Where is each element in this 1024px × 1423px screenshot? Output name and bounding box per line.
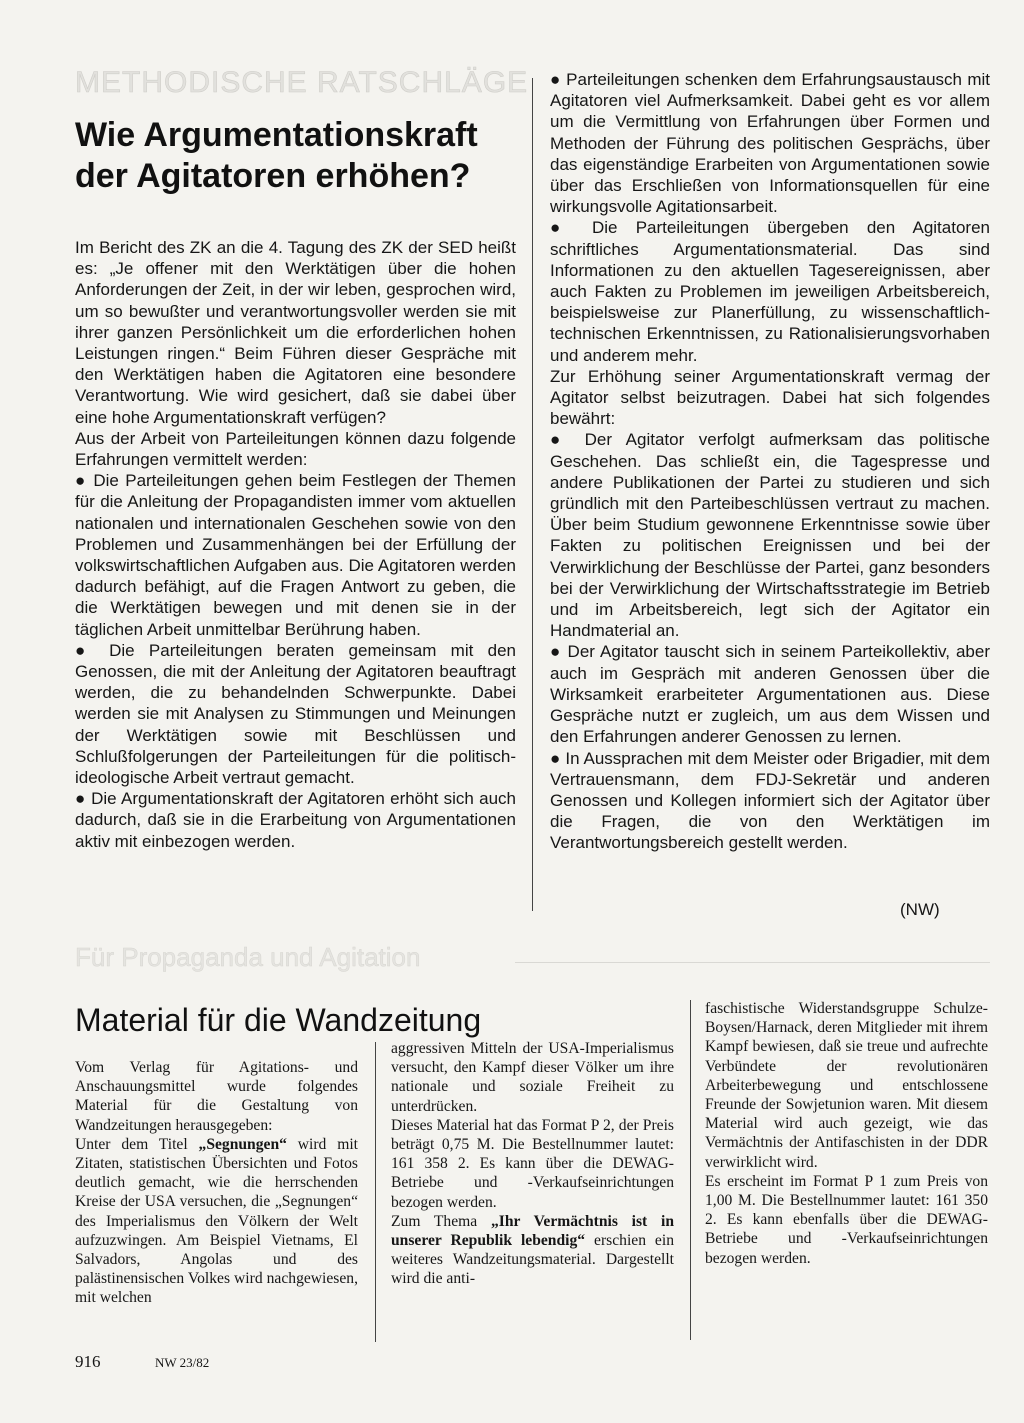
column-divider [532, 78, 533, 911]
text-run: wird mit Zitaten, statistischen Übersichten und Fotos deutlich gemacht, wie die herrschenden Kreise der USA versuchen, die „Segnungen“ des Imperialismus den Völkern der Welt aufzuzwingen. Am Beispiel Vietnams, El Salvadors, Angolas und des palästinensischen Volkes wird nachgewiesen, mit welchen [75, 1135, 358, 1307]
paragraph: faschistische Widerstandsgruppe Schulze-Boysen/Harnack, deren Mitglieder mit ihrem Kampf bewiesen, daß sie treue und aufrechte Verbündete der revolutionären Arbeiterbewegung und entschlossene Freunde der Sowjetunion waren. Mit diesem Material wird auch gezeigt, wie das Vermächtnis der Antifaschisten in der DDR verwirklicht wird. [705, 1000, 988, 1171]
article-column-1 [75, 237, 516, 852]
bullet-paragraph: ● Der Agitator verfolgt aufmerksam das politische Geschehen. Das schließt ein, die Tagespresse und andere Publikationen der Partei zu studieren und sich gründlich mit den Parteibeschlüssen vertraut zu machen. Über beim Studium gewonnene Erkenntnisse sowie über Fakten zu politischen Ereignissen und bei der Verwirklichung der Beschlüsse der Partei, ganz besonders bei der Verwirklichung der Wirtschaftsstrategie im Betrieb und im Arbeitsbereich, legt sich der Agitator ein Handmaterial an. [550, 429, 990, 641]
small-column-2 [391, 1039, 674, 1289]
bullet-paragraph: ● In Aussprachen mit dem Meister oder Brigadier, mit dem Vertrauensmann, dem FDJ-Sekretär und anderen Genossen und Kollegen informiert sich der Agitator über die Fragen, die von den Werktätigen im Verantwortungsbereich gestellt werden. [550, 748, 990, 854]
text-run: erschien ein weiteres Wandzeitungsmaterial. Dargestellt wird die anti- [391, 1232, 674, 1288]
paragraph: aggressiven Mitteln der USA-Imperialismus versucht, den Kampf dieser Völker um ihre nationale und soziale Freiheit zu unterdrücken. [391, 1040, 674, 1115]
bullet-paragraph: ● Die Argumentationskraft der Agitatoren erhöht sich auch dadurch, daß sie in die Erarbeitung von Argumentationen aktiv mit einbezogen werden. [75, 788, 516, 852]
bold-title: „Ihr Vermächtnis ist in unserer Republik lebendig“ [391, 1212, 674, 1250]
page-number: 916 [75, 1352, 101, 1371]
paragraph: Im Bericht des ZK an die 4. Tagung des ZK der SED heißt es: „Je offener mit den Werktätigen über die hohen Anforderungen der Zeit, in der wir leben, gesprochen wird, um so bewußter und verantwortungsvoller werden sie mit ihrer ganzen Persönlichkeit um die erforderlichen hohen Leistungen ringen.“ Beim Führen dieser Gespräche mit den Werktätigen haben die Agitatoren eine besondere Verantwortung. Wie wird gesichert, daß sie dabei über eine hohe Argumentationskraft verfügen? [75, 238, 516, 427]
section-kicker: METHODISCHE RATSCHLÄGE [75, 66, 529, 99]
section-rule [515, 962, 990, 963]
issue-number: NW 23/82 [155, 1355, 210, 1370]
small-column-3 [705, 999, 988, 1268]
text-run: Unter dem Titel [75, 1135, 199, 1153]
paragraph [391, 1212, 674, 1289]
bold-title: „Segnungen“ [198, 1135, 287, 1153]
paragraph: Es erscheint im Format P 1 zum Preis von 1,00 M. Die Bestellnummer lautet: 161 350 2. Es kann ebenfalls über die DEWAG-Betriebe und -Verkaufseinrichtungen bezogen werden. [705, 1172, 988, 1267]
small-column-1 [75, 1058, 358, 1308]
article-headline-2: Material für die Wandzeitung [75, 1002, 482, 1038]
column-divider [375, 1042, 376, 1342]
paragraph [75, 1135, 358, 1308]
bullet-paragraph: ● Der Agitator tauscht sich in seinem Parteikollektiv, aber auch im Gespräch mit anderen Genossen über die Wirksamkeit erarbeiteter Argumentationen aus. Diese Gespräche nutzt er zugleich, um aus dem Wissen und den Erfahrungen anderer Genossen zu lernen. [550, 641, 990, 747]
column-divider [690, 1000, 691, 1340]
author-signature: (NW) [900, 900, 940, 919]
paragraph: Zur Erhöhung seiner Argumentationskraft vermag der Agitator selbst beizutragen. Dabei hat sich folgendes bewährt: [550, 366, 990, 429]
text-run: Zum Thema [391, 1212, 491, 1230]
section-tag: Für Propaganda und Agitation [75, 942, 421, 972]
bullet-paragraph: ● Die Parteileitungen übergeben den Agitatoren schriftliches Argumentationsmaterial. Das sind Informationen zu den aktuellen Tagesereignissen, aber auch Fakten zu Problemen im jeweiligen Arbeitsbereich, beispielsweise zur Planerfüllung, zu wissenschaftlich-technischen Erkenntnissen, zu Rationalisierungsvorhaben und anderem mehr. [550, 217, 990, 365]
article-headline: Wie Argumentationskraft der Agitatoren erhöhen? [75, 116, 478, 195]
paragraph: Aus der Arbeit von Parteileitungen können dazu folgende Erfahrungen vermittelt werden: [75, 428, 516, 470]
paragraph: Vom Verlag für Agitations- und Anschauungsmittel wurde folgendes Material für die Gestaltung von Wandzeitungen herausgegeben: [75, 1059, 358, 1134]
bullet-paragraph: ● Parteileitungen schenken dem Erfahrungsaustausch mit Agitatoren viel Aufmerksamkeit. Dabei geht es vor allem um die Vermittlung von Erfahrungen über Formen und Methoden der Führung des politischen Gesprächs, über das eigenständige Erarbeiten von Argumentationen sowie über das Erschließen von Informationsquellen für eine wirkungsvolle Agitationsarbeit. [550, 69, 990, 217]
article-column-2 [550, 69, 990, 854]
paragraph: Dieses Material hat das Format P 2, der Preis beträgt 0,75 M. Die Bestellnummer lautet: 161 358 2. Es kann über die DEWAG-Betriebe und -Verkaufseinrichtungen bezogen werden. [391, 1116, 674, 1211]
bullet-paragraph: ● Die Parteileitungen beraten gemeinsam mit den Genossen, die mit der Anleitung der Agitatoren beauftragt werden, die zu behandelnden Schwerpunkte. Dabei werden sie mit Analysen zu Stimmungen und Meinungen der Werktätigen sowie mit Beschlüssen und Schlußfolgerungen der Parteileitungen für die politisch-ideologische Arbeit vertraut gemacht. [75, 640, 516, 788]
bullet-paragraph: ● Die Parteileitungen gehen beim Festlegen der Themen für die Anleitung der Propagandisten immer vom aktuellen nationalen und internationalen Geschehen sowie von den Problemen und Zusammenhängen bei der Erfüllung der volkswirtschaftlichen Aufgaben aus. Die Agitatoren werden dadurch befähigt, auf die Fragen Antwort zu geben, die die Werktätigen bewegen und mit denen sie in der täglichen Arbeit unmittelbar Berührung haben. [75, 470, 516, 640]
